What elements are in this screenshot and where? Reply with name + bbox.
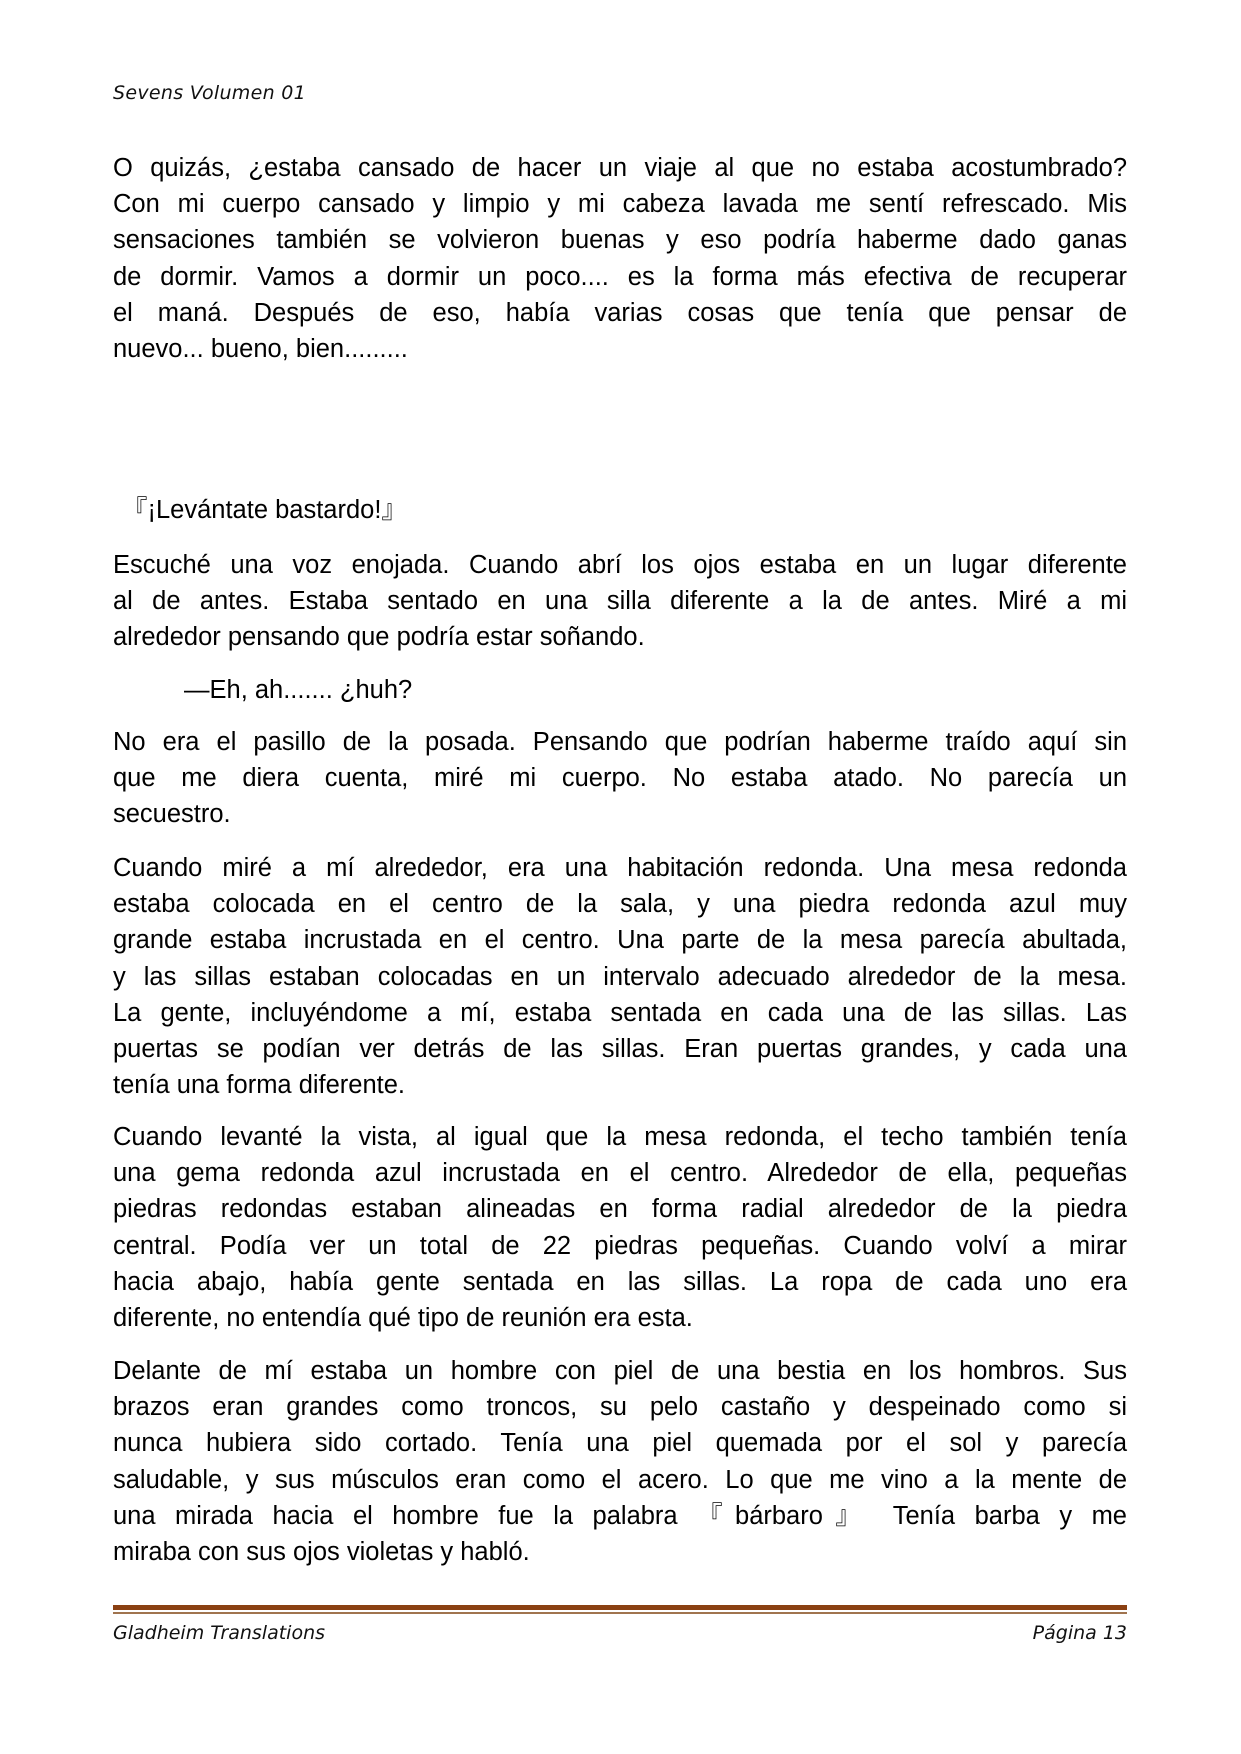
text-line: brazos eran grandes como troncos, su pelo castaño y despeinado como si (113, 1393, 1127, 1422)
chapter-quote (122, 492, 1136, 528)
text-line: nunca hubiera sido cortado. Tenía una piel quemada por el sol y parecía (113, 1429, 1127, 1458)
text-line: secuestro. (113, 800, 231, 829)
text-line: La gente, incluyéndome a mí, estaba sentada en cada una de las sillas. Las (113, 998, 1127, 1027)
text-line: el maná. Después de eso, había varias cosas que tenía que pensar de (113, 298, 1127, 327)
text-line: piedras redondas estaban alineadas en forma radial alrededor de la piedra (113, 1195, 1127, 1224)
footer-rule-thin (113, 1612, 1127, 1614)
text-line: Escuché una voz enojada. Cuando abrí los ojos estaba en un lugar diferente (113, 551, 1127, 579)
text-line: de dormir. Vamos a dormir un poco.... es la forma más efectiva de recuperar (113, 262, 1127, 291)
paragraph (113, 850, 1127, 1103)
text-line: 『¡Levántate bastardo!』 (122, 496, 407, 524)
text-line: O quizás, ¿estaba cansado de hacer un viaje al que no estaba acostumbrado? (113, 154, 1127, 182)
text-line: nuevo... bueno, bien......... (113, 334, 408, 363)
text-line: saludable, y sus músculos eran como el acero. Lo que me vino a la mente de (113, 1465, 1127, 1494)
text-line: diferente, no entendía qué tipo de reunión era esta. (113, 1303, 693, 1332)
footer-publisher: Gladheim Translations (113, 1622, 326, 1644)
text-line: No era el pasillo de la posada. Pensando que podrían haberme traído aquí sin (113, 728, 1127, 756)
paragraph (113, 150, 1127, 367)
text-line: y las sillas estaban colocadas en un intervalo adecuado alrededor de la mesa. (113, 962, 1127, 991)
footer-rule-thick (113, 1605, 1127, 1610)
text-line: grande estaba incrustada en el centro. Una parte de la mesa parecía abultada, (113, 926, 1127, 955)
dialogue-line (184, 672, 1198, 708)
paragraph (113, 547, 1127, 656)
paragraph (113, 1353, 1127, 1570)
paragraph (113, 1119, 1127, 1336)
paragraph (113, 724, 1127, 833)
text-line: central. Podía ver un total de 22 piedras pequeñas. Cuando volví a mirar (113, 1231, 1127, 1260)
text-line: sensaciones también se volvieron buenas y eso podría haberme dado ganas (113, 226, 1127, 255)
text-line: estaba colocada en el centro de la sala, y una piedra redonda azul muy (113, 890, 1127, 919)
running-header: Sevens Volumen 01 (113, 82, 307, 104)
text-line: Cuando miré a mí alrededor, era una habitación redonda. Una mesa redonda (113, 854, 1127, 882)
text-line: Delante de mí estaba un hombre con piel de una bestia en los hombros. Sus (113, 1357, 1127, 1385)
text-line: Con mi cuerpo cansado y limpio y mi cabeza lavada me sentí refrescado. Mis (113, 190, 1127, 219)
text-line: una gema redonda azul incrustada en el centro. Alrededor de ella, pequeñas (113, 1159, 1127, 1188)
text-line: puertas se podían ver detrás de las sillas. Eran puertas grandes, y cada una (113, 1034, 1127, 1063)
text-line: alrededor pensando que podría estar soñando. (113, 623, 645, 652)
text-line: hacia abajo, había gente sentada en las sillas. La ropa de cada uno era (113, 1267, 1127, 1296)
text-line: al de antes. Estaba sentado en una silla diferente a la de antes. Miré a mi (113, 587, 1127, 616)
text-line: —Eh, ah....... ¿huh? (184, 676, 413, 704)
text-line: Cuando levanté la vista, al igual que la mesa redonda, el techo también tenía (113, 1123, 1127, 1151)
text-line: una mirada hacia el hombre fue la palabra 『bárbaro』 Tenía barba y me (113, 1501, 1127, 1530)
text-line: tenía una forma diferente. (113, 1071, 406, 1100)
page-number: Página 13 (1032, 1622, 1127, 1644)
text-line: que me diera cuenta, miré mi cuerpo. No estaba atado. No parecía un (113, 764, 1127, 793)
text-line: miraba con sus ojos violetas y habló. (113, 1537, 530, 1566)
